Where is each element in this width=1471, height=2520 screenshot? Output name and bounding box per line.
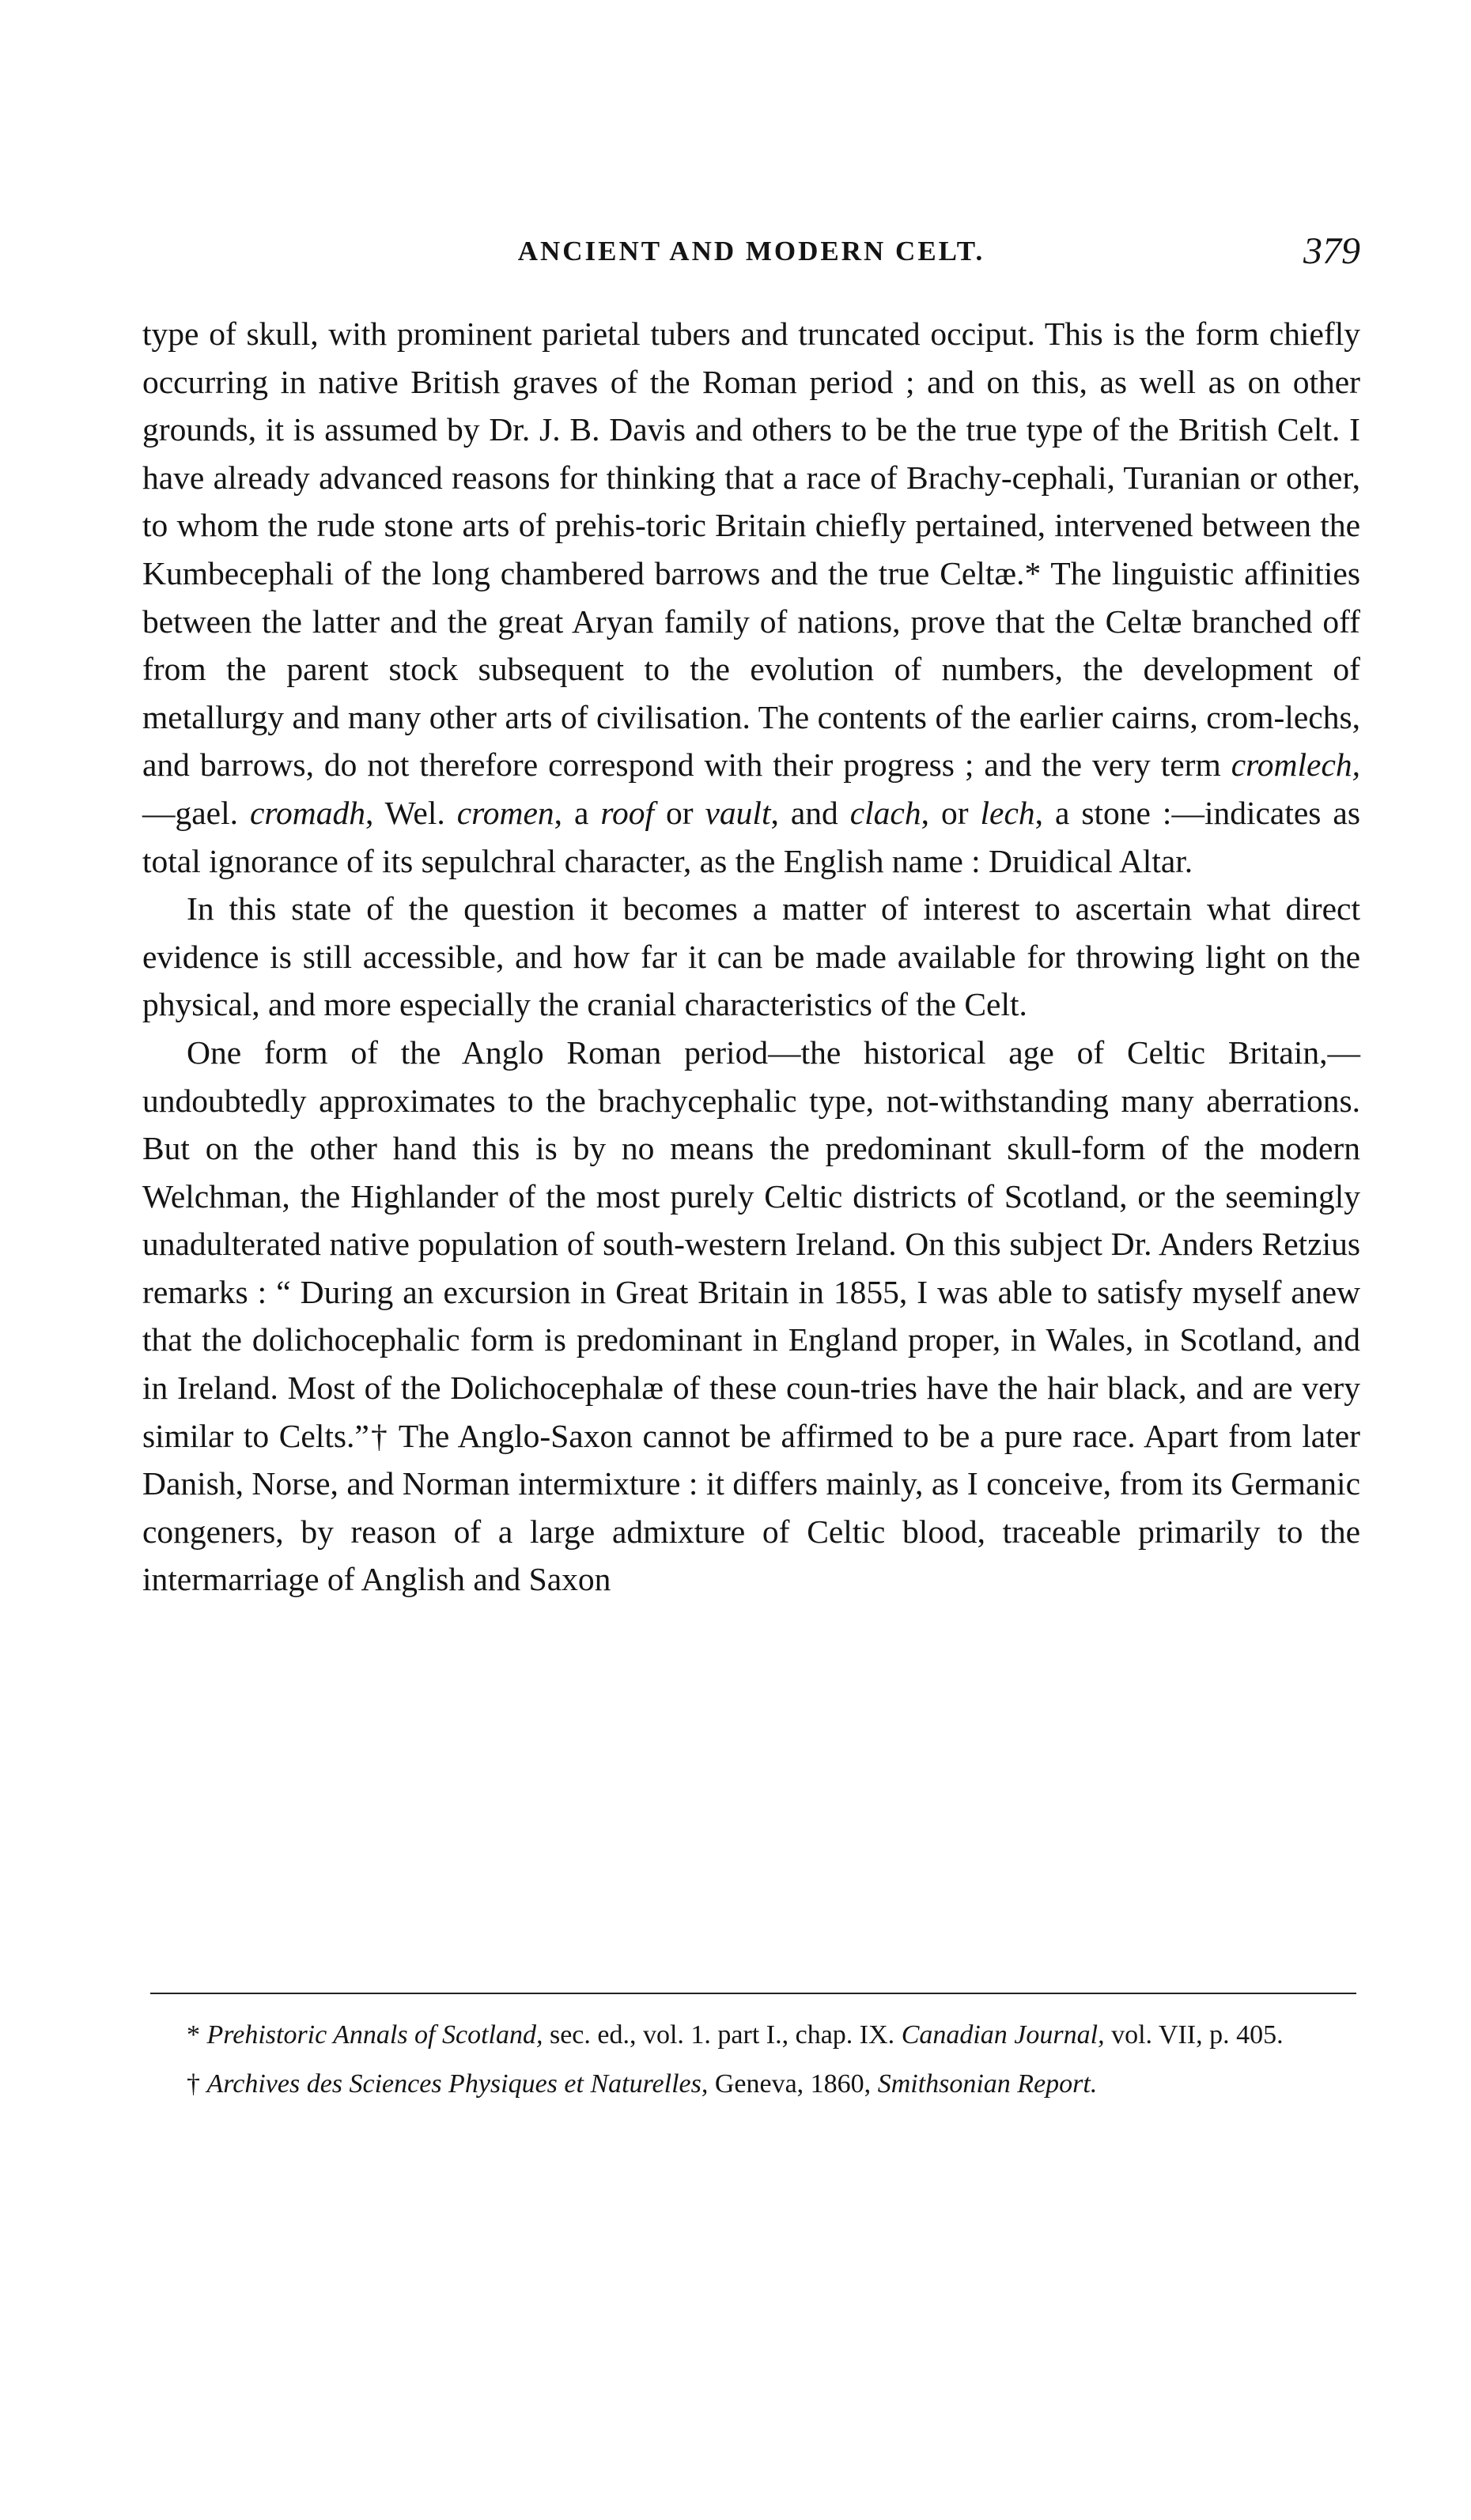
text-run: type of skull, with prominent parietal tubers and truncated occiput. This is the form chiefly occurring in native British graves of the Roman period ; and on this, as well as on other grounds, it is assumed by Dr. J. B. Davis and others to be the true type of the British Celt. I have already advanced reasons for thinking that a race of Brachy-cephali, Turanian or other, to whom the rude stone arts of prehis-toric Britain chiefly pertained, intervened between the Kumbecephali of the long chambered barrows and the true Celtæ.* The linguistic affinities between the latter and the great Aryan family of nations, prove that the Celtæ branched off from the parent stock subsequent to the evolution of numbers, the development of metallurgy and many other arts of civilisation. The contents of the earlier cairns, crom-lechs, and barrows, do not therefore correspond with their progress ; and the very term [142, 315, 1360, 784]
text-run: , Wel. [365, 794, 457, 831]
text-run: , a stone :—indicates as total ignorance of its sepulchral character, as the English name : Druidical Altar. [142, 794, 1360, 879]
text-run: sec. ed., vol. 1. part I., chap. IX. [543, 2020, 902, 2050]
text-run: , a [554, 794, 601, 831]
text-run: vol. VII, p. 405. [1104, 2020, 1284, 2050]
text-run: * [187, 2020, 207, 2050]
italic-text: Smithsonian Report. [877, 2069, 1098, 2099]
running-head [142, 230, 1360, 283]
text-run: † [187, 2069, 207, 2099]
footnote-rule [150, 1993, 1356, 1994]
italic-text: Prehistoric Annals of Scotland, [206, 2020, 543, 2050]
text-run: —gael. [142, 794, 250, 831]
italic-text: lech [980, 794, 1035, 831]
text-run: One form of the Anglo Roman period—the historical age of Celtic Britain,—undoubtedly approximates to the brachycephalic type, not-withstanding many aberrations. But on the other hand this is by no means the predominant skull-form of the modern Welchman, the Highlander of the most purely Celtic districts of Scotland, or the seemingly unadulterated native population of south-western Ireland. On this subject Dr. Anders Retzius remarks : “ During an excursion in Great Britain in 1855, I was able to satisfy myself anew that the dolichocephalic form is predominant in England proper, in Wales, in Scotland, and in Ireland. Most of the Dolichocephalæ of these coun-tries have the hair black, and are very similar to Celts.”† The Anglo-Saxon cannot be affirmed to be a pure race. Apart from later Danish, Norse, and Norman intermixture : it differs mainly, as I conceive, from its Germanic congeners, by reason of a large admixture of Celtic blood, traceable primarily to the intermarriage of Anglish and Saxon [142, 1033, 1360, 1598]
footnote [142, 2015, 1360, 2056]
text-run: , or [921, 794, 981, 831]
italic-text: cromadh [249, 794, 365, 831]
footnote [142, 2064, 1360, 2105]
italic-text: clach [849, 794, 921, 831]
paragraph [142, 310, 1360, 885]
italic-text: Canadian Journal, [901, 2020, 1105, 2050]
italic-text: roof [600, 794, 654, 831]
running-title: ANCIENT AND MODERN CELT. [517, 236, 985, 266]
paragraph [142, 885, 1360, 1029]
text-run: Geneva, 1860, [708, 2069, 878, 2099]
page-number: 379 [1303, 230, 1360, 272]
italic-text: cromlech, [1231, 746, 1360, 784]
paragraph [142, 1029, 1360, 1604]
footnote-lead [142, 2069, 1097, 2099]
body-text [142, 310, 1360, 1604]
text-run: , and [770, 794, 850, 831]
footnotes [142, 2015, 1360, 2113]
text-run: In this state of the question it becomes a matter of interest to ascertain what direct evidence is still accessible, and how far it can be made available for throwing light on the physical, and more especially the cranial characteristics of the Celt. [142, 890, 1360, 1023]
footnote-lead [142, 2020, 1284, 2050]
italic-text: cromen [456, 794, 554, 831]
italic-text: vault [705, 794, 771, 831]
text-run: or [654, 794, 705, 831]
italic-text: Archives des Sciences Physiques et Naturelles, [206, 2069, 709, 2099]
